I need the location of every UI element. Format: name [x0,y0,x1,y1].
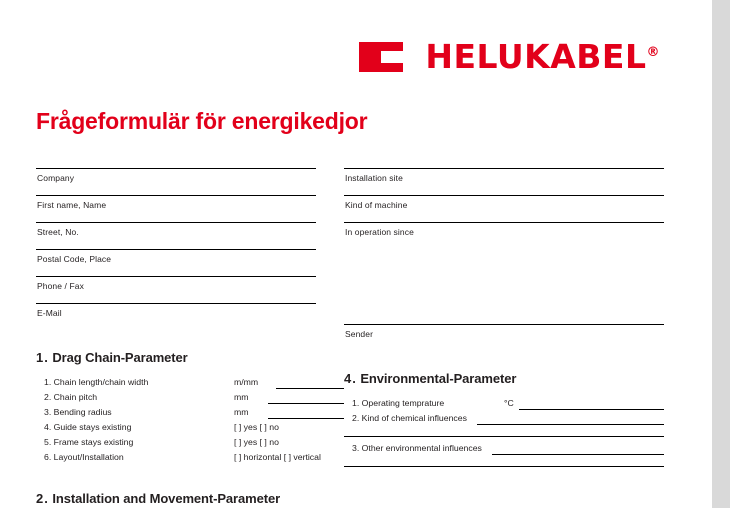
param-row[interactable] [344,398,664,413]
param-label: 4. Guide stays existing [44,422,132,432]
field-kind-of-machine[interactable] [344,195,664,222]
environmental-parameter-list [344,398,664,473]
field-first-name[interactable] [36,195,316,222]
section-title: Environmental-Parameter [360,371,517,386]
param-unit: °C [504,398,514,408]
helukabel-logo [359,37,660,76]
field-rule [344,195,664,196]
param-row[interactable] [344,413,664,428]
field-postal-code[interactable] [36,249,316,276]
param-unit: m/mm [234,377,259,387]
param-input-line[interactable] [268,403,344,404]
field-label: Kind of machine [345,200,408,210]
param-input-line[interactable] [477,424,664,425]
field-company[interactable] [36,168,316,195]
param-label: 1. Chain length/chain width [44,377,149,387]
field-label: Postal Code, Place [37,254,112,264]
registered-mark: ® [646,45,660,60]
param-label: 6. Layout/Installation [44,452,124,462]
param-row[interactable] [36,452,321,467]
param-options[interactable]: [ ] horizontal [ ] vertical [234,452,321,462]
param-row[interactable] [36,377,316,392]
section-heading-installation [36,491,316,506]
field-rule [36,195,316,196]
address-block-left [36,168,321,506]
section-title: Installation and Movement-Parameter [52,491,281,506]
field-rule [36,276,316,277]
field-installation-site[interactable] [344,168,664,195]
field-street[interactable] [36,222,316,249]
section-title: Drag Chain-Parameter [52,350,188,365]
param-input-line[interactable] [276,388,344,389]
field-label: Sender [345,329,374,339]
field-rule [36,168,316,169]
section-heading-drag-chain [36,350,316,365]
section-number: 2. [36,491,49,506]
section-heading-environmental [344,371,664,386]
section-number: 1. [36,350,49,365]
page-title: Frågeformulär för energikedjor [36,108,368,134]
param-row[interactable] [344,428,664,443]
field-sender[interactable] [344,324,664,351]
param-row[interactable] [344,458,664,473]
param-input-line[interactable] [519,409,664,410]
field-label: First name, Name [37,200,107,210]
field-label: Street, No. [37,227,79,237]
param-row[interactable] [344,443,664,458]
param-label: 3. Other environmental influences [352,443,482,453]
field-rule [344,222,664,223]
brand-name [425,37,660,76]
param-row[interactable] [36,437,316,452]
field-label: Installation site [345,173,403,183]
field-email[interactable] [36,303,316,330]
helukabel-logo-icon [359,42,403,72]
param-row[interactable] [36,422,316,437]
param-row[interactable] [36,392,316,407]
param-input-line[interactable] [344,466,664,467]
field-phone-fax[interactable] [36,276,316,303]
param-input-line[interactable] [268,418,344,419]
param-label: 2. Chain pitch [44,392,98,402]
param-options[interactable]: [ ] yes [ ] no [234,422,279,432]
field-rule [344,324,664,325]
param-unit: mm [234,407,249,417]
param-row[interactable] [36,407,316,422]
field-blank-1[interactable] [344,262,664,302]
field-label: E-Mail [37,308,62,318]
param-unit: mm [234,392,249,402]
field-rule [36,249,316,250]
drag-chain-parameter-list [36,377,321,467]
param-input-line[interactable] [344,436,664,437]
param-label: 2. Kind of chemical influences [352,413,467,423]
field-rule [36,303,316,304]
field-rule [36,222,316,223]
field-label: Phone / Fax [37,281,84,291]
field-label: Company [37,173,75,183]
section-number: 4. [344,371,357,386]
param-label: 5. Frame stays existing [44,437,134,447]
page-background-edge [712,0,730,508]
param-options[interactable]: [ ] yes [ ] no [234,437,279,447]
address-block-right [344,168,664,473]
field-rule [344,168,664,169]
brand-name-text: HELUKABEL [425,37,647,76]
param-label: 3. Bending radius [44,407,112,417]
param-input-line[interactable] [492,454,664,455]
param-label: 1. Operating temprature [352,398,445,408]
field-blank-2[interactable] [344,302,664,324]
field-in-operation-since[interactable] [344,222,664,262]
field-label: In operation since [345,227,414,237]
